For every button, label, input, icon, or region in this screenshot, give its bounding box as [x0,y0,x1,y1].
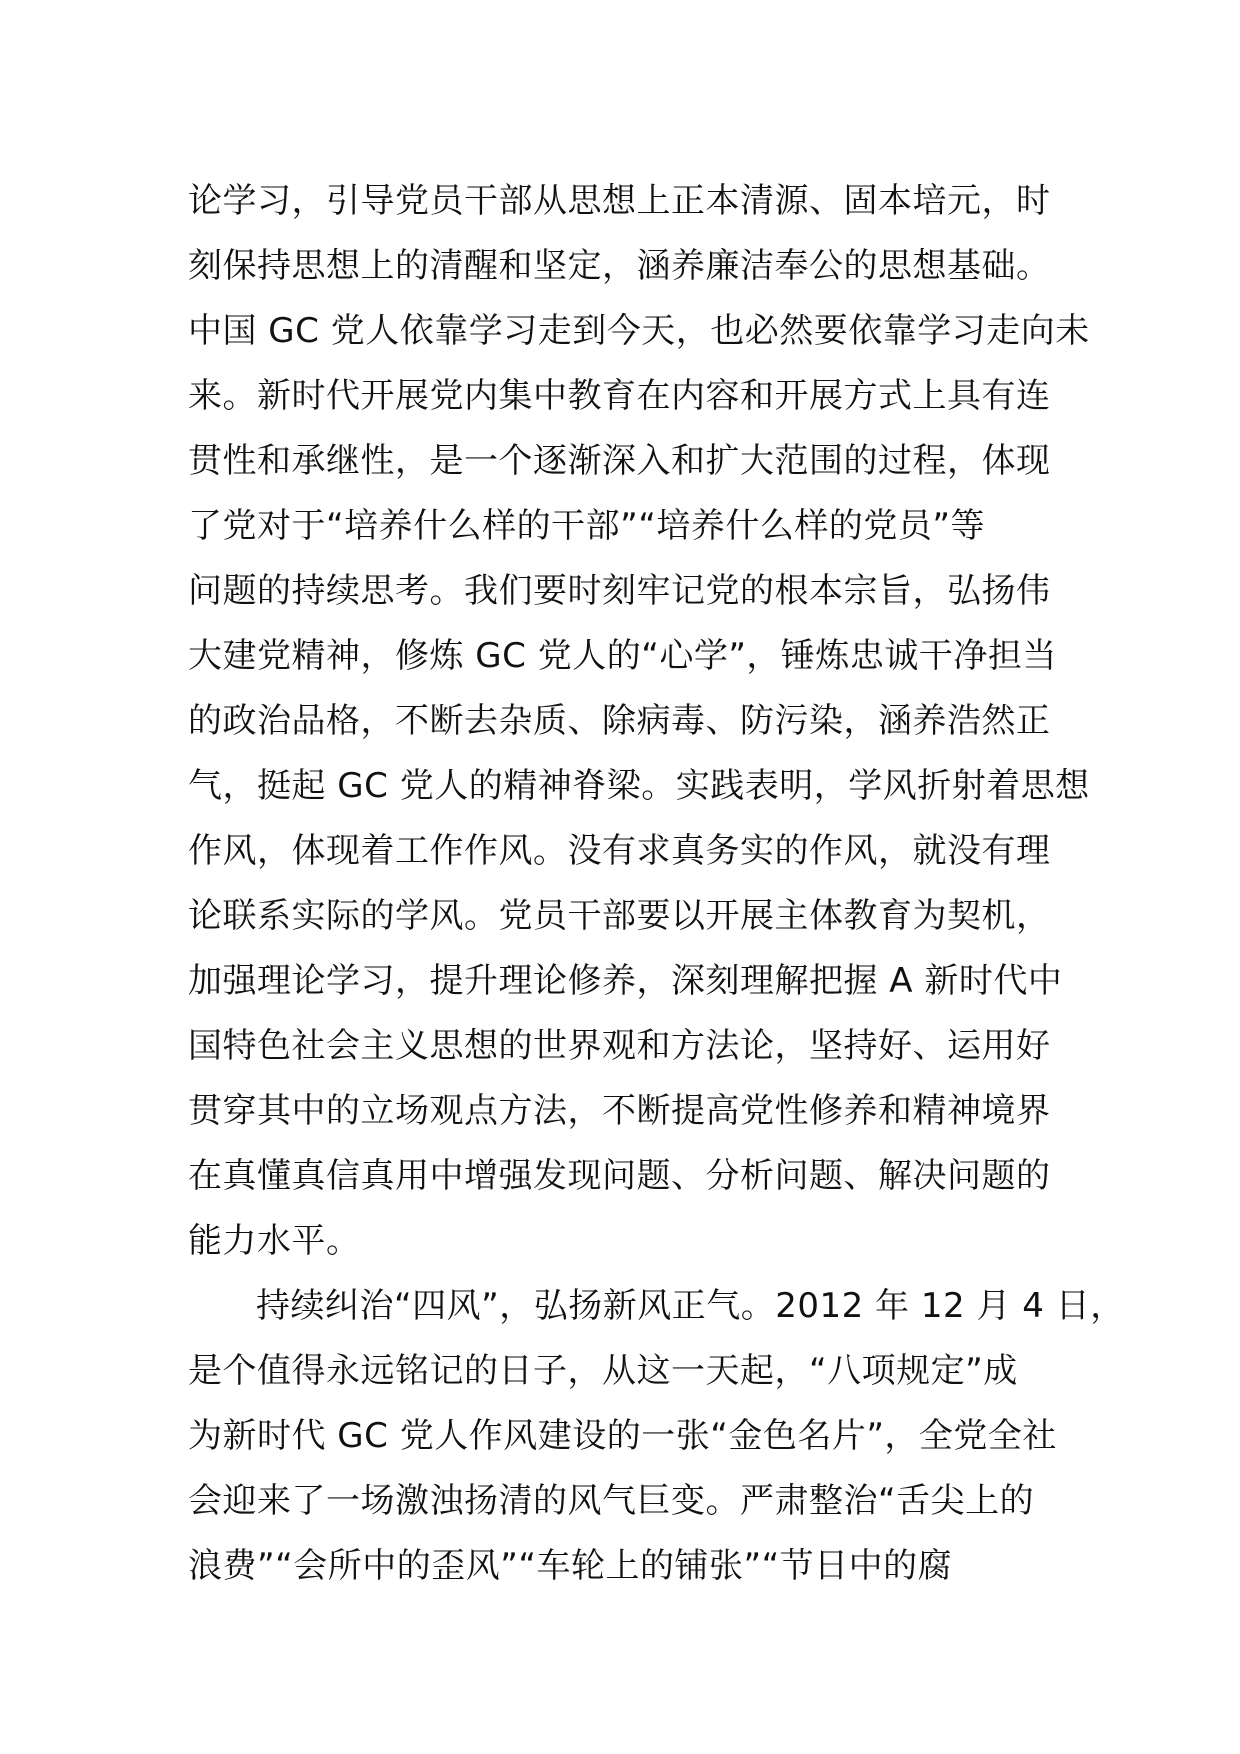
text-line: 贯穿其中的立场观点方法，不断提高党性修养和精神境界 [188,1091,1051,1131]
text-line: 的政治品格，不断去杂质、除病毒、防污染，涵养浩然正 [188,701,1051,741]
text-line: 在真懂真信真用中增强发现问题、分析问题、解决问题的 [188,1156,1051,1196]
text-line: 中国 GC 党人依靠学习走到今天，也必然要依靠学习走向未 [188,311,1090,351]
text-line: 来。新时代开展党内集中教育在内容和开展方式上具有连 [188,376,1051,416]
text-line: 是个值得永远铭记的日子，从这一天起，“八项规定”成 [188,1351,1018,1391]
body-text [188,169,1125,1599]
text-line: 浪费”“会所中的歪风”“车轮上的铺张”“节日中的腐 [188,1546,953,1586]
text-line: 论联系实际的学风。党员干部要以开展主体教育为契机， [188,896,1051,936]
text-line: 气，挺起 GC 党人的精神脊梁。实践表明，学风折射着思想 [188,766,1090,806]
text-line: 贯性和承继性，是一个逐渐深入和扩大范围的过程，体现 [188,441,1051,481]
text-line: 刻保持思想上的清醒和坚定，涵养廉洁奉公的思想基础。 [188,246,1051,286]
text-line: 论学习，引导党员干部从思想上正本清源、固本培元，时 [188,181,1051,221]
text-line: 大建党精神，修炼 GC 党人的“心学”，锤炼忠诚干净担当 [188,636,1057,676]
text-line: 作风，体现着工作作风。没有求真务实的作风，就没有理 [188,831,1051,871]
text-line: 了党对于“培养什么样的干部”“培养什么样的党员”等 [188,506,985,546]
paragraph-start-line: 持续纠治“四风”，弘扬新风正气。2012 年 12 月 4 日， [256,1286,1125,1326]
text-line: 国特色社会主义思想的世界观和方法论，坚持好、运用好 [188,1026,1051,1066]
text-line: 会迎来了一场激浊扬清的风气巨变。严肃整治“舌尖上的 [188,1481,1035,1521]
text-line: 能力水平。 [188,1221,361,1261]
text-line: 为新时代 GC 党人作风建设的一张“金色名片”，全党全社 [188,1416,1057,1456]
text-line: 加强理论学习，提升理论修养，深刻理解把握 A 新时代中 [188,961,1063,1001]
text-line: 问题的持续思考。我们要时刻牢记党的根本宗旨，弘扬伟 [188,571,1051,611]
